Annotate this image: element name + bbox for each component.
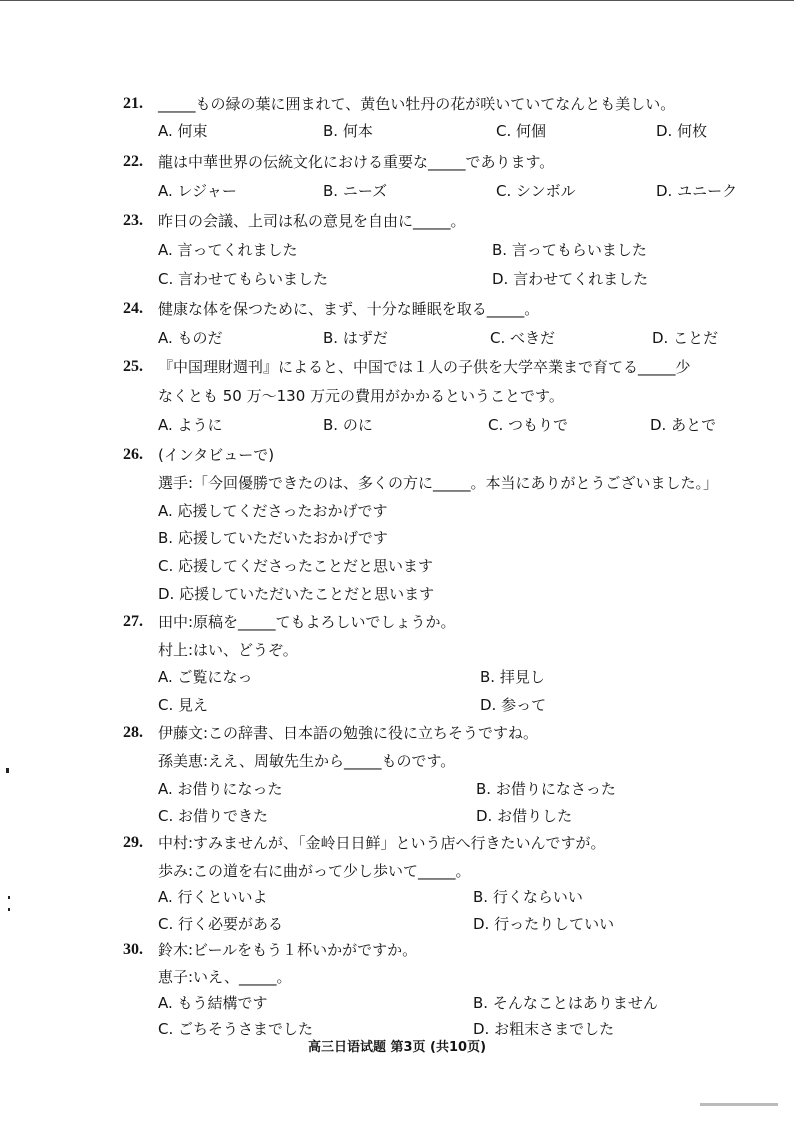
question-28-options-row1 [0,776,794,802]
question-text: 伊藤文:この辞書、日本語の勉強に役に立ちそうですね。 [158,724,539,742]
option-c[interactable]: C. 何個 [496,122,547,140]
option-d[interactable]: D. 何枚 [656,122,708,140]
question-reply: 孫美恵:ええ、周敏先生から_____ものです。 [158,752,456,770]
question-number: 23. [123,212,143,229]
question-text: 田中:原稿を_____てもよろしいでしょうか。 [158,613,456,631]
option-d[interactable]: D. 行ったりしていい [473,915,615,933]
option-a[interactable]: A. お借りになった [158,780,283,798]
option-a[interactable]: A. ものだ [158,329,223,347]
question-26-option-b-row [0,525,794,551]
option-b[interactable]: B. 言ってもらいました [492,241,647,259]
page-top-border [0,0,794,1]
option-a[interactable]: A. 言ってくれました [158,241,298,259]
option-d[interactable]: D. ことだ [652,329,719,347]
option-b[interactable]: B. 拝見し [480,668,545,686]
question-25-stem-line2 [0,383,794,409]
scan-speck [8,896,10,899]
option-b[interactable]: B. そんなことはありません [473,994,658,1012]
option-b[interactable]: B. お借りになさった [476,780,616,798]
question-29-options-row2 [0,911,794,937]
option-a[interactable]: A. レジャー [158,182,237,200]
option-d[interactable]: D. 言わせてくれました [492,270,649,288]
question-text: 『中国理財週刊』によると、中国では１人の子供を大学卒業まで育てる_____少 [158,358,691,376]
question-26-stem [0,470,794,496]
question-number: 24. [123,300,143,317]
question-21-options [0,118,794,144]
question-text: 龍は中華世界の伝統文化における重要な_____であります。 [158,153,555,171]
scan-speck [8,908,10,911]
question-24-options [0,325,794,351]
option-c[interactable]: C. シンボル [496,182,576,200]
question-text: 中村:すみませんが、「金岭日日鲜」という店へ行きたいんですが。 [158,834,606,852]
question-29-reply [0,858,794,884]
question-21-stem [0,91,794,117]
question-30-reply [0,964,794,990]
question-number: 29. [123,834,143,851]
option-c[interactable]: C. ごちそうさまでした [158,1020,314,1038]
question-number: 22. [123,153,143,170]
option-c[interactable]: C. 応援してくださったことだと思います [158,557,434,575]
option-a[interactable]: A. 何束 [158,122,208,140]
question-number: 28. [123,724,143,741]
question-text: 健康な体を保つために、まず、十分な睡眠を取る_____。 [158,300,540,318]
question-number: 25. [123,358,143,375]
question-28-options-row2 [0,803,794,829]
question-reply: 恵子:いえ、_____。 [158,968,292,986]
option-c[interactable]: C. 見え [158,696,209,714]
question-text: 選手:「今回優勝できたのは、多くの方に_____。本当にありがとうございました。」 [158,474,719,492]
scan-edge-mark [700,1103,778,1106]
option-a[interactable]: A. 応援してくださったおかげです [158,502,388,520]
question-27-options-row1 [0,664,794,690]
question-30-stem [0,937,794,963]
question-27-stem [0,609,794,635]
page-footer: 高三日语试题 第3页 (共10页) [307,1040,487,1055]
option-d[interactable]: D. お借りした [476,807,573,825]
option-a[interactable]: A. ご覧になっ [158,668,253,686]
question-23-options-row2 [0,266,794,292]
option-a[interactable]: A. ように [158,416,223,434]
question-29-options-row1 [0,884,794,910]
option-a[interactable]: A. 行くといいよ [158,888,268,906]
option-b[interactable]: B. のに [323,416,373,434]
question-23-options-row1 [0,237,794,263]
option-d[interactable]: D. ユニーク [656,182,738,200]
option-d[interactable]: D. 参って [480,696,547,714]
question-22-stem [0,149,794,175]
option-a[interactable]: A. もう結構です [158,994,268,1012]
question-27-options-row2 [0,692,794,718]
option-d[interactable]: D. あとで [650,416,717,434]
question-text: 鈴木:ビールをもう１杯いかがですか。 [158,941,418,959]
question-25-options [0,412,794,438]
option-b[interactable]: B. 何本 [323,122,373,140]
option-c[interactable]: C. お借りできた [158,807,269,825]
question-number: 27. [123,613,143,630]
question-context: (インタビューで) [158,446,275,464]
question-number: 21. [123,95,143,112]
question-26-context [0,442,794,468]
question-reply: 村上:はい、どうぞ。 [158,641,298,659]
question-30-options-row1 [0,990,794,1016]
option-d[interactable]: D. お粗末さまでした [473,1020,615,1038]
question-26-option-a-row [0,498,794,524]
question-text: 昨日の会議、上司は私の意見を自由に_____。 [158,212,466,230]
option-c[interactable]: C. 言わせてもらいました [158,270,329,288]
option-b[interactable]: B. ニーズ [323,182,388,200]
question-text: _____もの緑の葉に囲まれて、黄色い牡丹の花が咲いていてなんとも美しい。 [158,95,676,113]
option-c[interactable]: C. 行く必要がある [158,915,284,933]
question-28-reply [0,748,794,774]
question-26-option-c-row [0,553,794,579]
question-23-stem [0,208,794,234]
question-28-stem [0,720,794,746]
question-24-stem [0,296,794,322]
question-reply: 歩み:この道を右に曲がって少し歩いて_____。 [158,862,471,880]
question-25-stem-line1 [0,354,794,380]
scan-speck [6,768,9,773]
question-number: 26. [123,446,143,463]
question-text-continued: なくとも 50 万～130 万元の費用がかかるということです。 [158,387,564,405]
option-b[interactable]: B. はずだ [323,329,388,347]
option-b[interactable]: B. 行くならいい [473,888,583,906]
question-number: 30. [123,941,143,958]
question-29-stem [0,830,794,856]
option-b[interactable]: B. 応援していただいたおかげです [158,529,388,547]
option-d[interactable]: D. 応援していただいたことだと思います [158,585,435,603]
question-22-options [0,178,794,204]
option-c[interactable]: C. つもりで [488,416,569,434]
question-27-reply [0,637,794,663]
option-c[interactable]: C. べきだ [490,329,556,347]
question-26-option-d-row [0,581,794,607]
